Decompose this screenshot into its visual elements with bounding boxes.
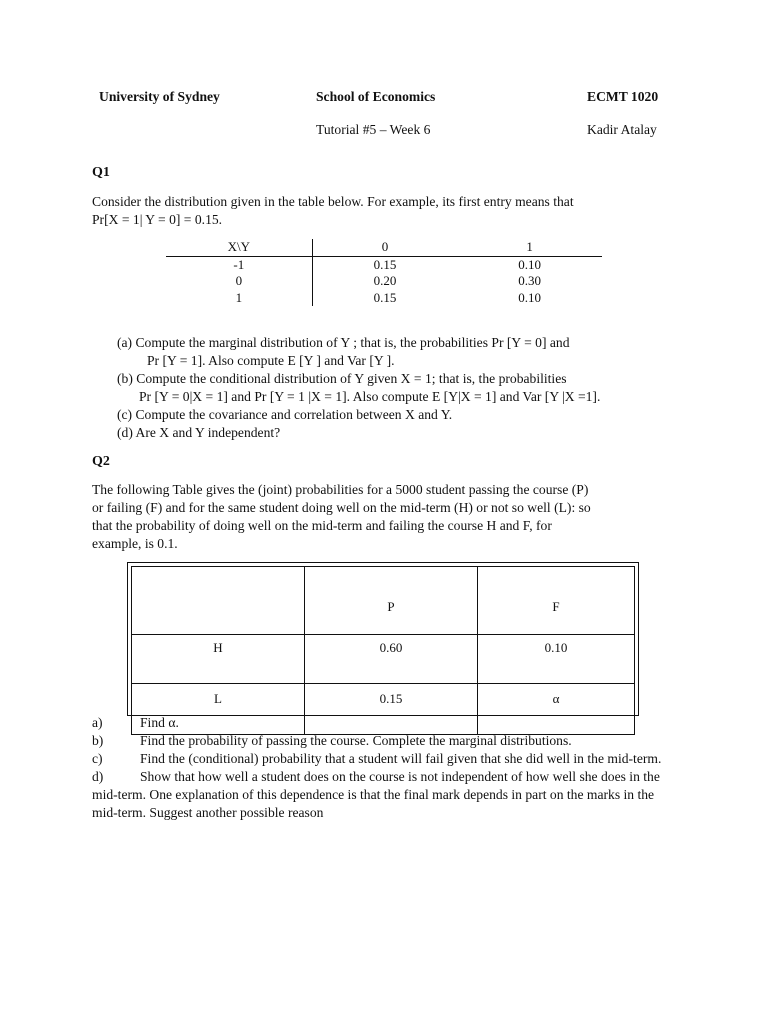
list-item — [92, 750, 682, 768]
q1-part-a-line2: Pr [Y = 1]. Also compute E [Y ] and Var [Y ]. — [147, 353, 395, 368]
q1-cell: 0.10 — [518, 256, 542, 272]
table-row — [166, 273, 602, 290]
q1-cell: 0.15 — [373, 289, 397, 305]
q1-cell: 0.15 — [373, 256, 397, 272]
q2-part-label: b) — [92, 733, 104, 748]
table-row — [132, 635, 635, 684]
q2-part-text: Show that how well a student does on the course is not independent of how well she does in the mid-term. One explanation of this dependence is that the final mark depends in part on the marks in the mid-term. Suggest another possible reason — [92, 769, 660, 820]
list-item — [92, 732, 682, 750]
q2-part-text: Find α. — [140, 715, 179, 730]
q1-table-header-row — [166, 239, 602, 256]
q2-para-line: or failing (F) and for the same student doing well on the mid-term (H) or not so well (L): so — [92, 500, 591, 515]
q1-cell: 0.10 — [518, 289, 542, 305]
q2-table-corner — [132, 567, 305, 635]
q2-cell: 0.60 — [305, 635, 478, 684]
q2-cell: α — [478, 684, 635, 735]
q2-table — [131, 566, 635, 735]
q1-part-b-line1: (b) Compute the conditional distribution of Y given X = 1; that is, the probabilities — [117, 371, 567, 386]
q1-part-d: (d) Are X and Y independent? — [117, 425, 281, 440]
q1-parts — [117, 334, 697, 442]
list-item — [92, 768, 682, 822]
q1-table — [166, 239, 602, 306]
tutor-name: Kadir Atalay — [587, 122, 657, 137]
q2-col-header: F — [478, 567, 635, 635]
q2-part-label: c) — [92, 751, 103, 766]
school-name: School of Economics — [316, 89, 436, 104]
q2-part-text: Find the probability of passing the course. Complete the marginal distributions. — [140, 733, 572, 748]
q2-cell: 0.10 — [478, 635, 635, 684]
q1-part-a-line1: (a) Compute the marginal distribution of Y ; that is, the probabilities Pr [Y = 0] and — [117, 335, 570, 350]
q1-heading: Q1 — [92, 165, 110, 180]
q2-part-label: a) — [92, 715, 103, 730]
q1-row-label: -1 — [166, 256, 312, 273]
course-code: ECMT 1020 — [587, 89, 659, 104]
q2-row-label: H — [132, 635, 305, 684]
university-name: University of Sydney — [99, 89, 220, 104]
list-item — [92, 714, 682, 732]
q1-col-header: 1 — [457, 239, 602, 256]
q2-parts — [92, 714, 682, 822]
q2-cell: 0.15 — [305, 684, 478, 735]
q2-table-header-row — [132, 567, 635, 635]
table-row — [166, 290, 602, 307]
q2-heading: Q2 — [92, 454, 110, 469]
tutorial-title: Tutorial #5 – Week 6 — [316, 122, 431, 137]
q1-row-label: 0 — [166, 273, 312, 290]
q2-para-line: that the probability of doing well on the mid-term and failing the course H and F, for — [92, 518, 552, 533]
q1-cell: 0.30 — [518, 273, 542, 288]
q2-col-header: P — [305, 567, 478, 635]
q1-part-b-line2: Pr [Y = 0|X = 1] and Pr [Y = 1 |X = 1]. Also compute E [Y|X = 1] and Var [Y |X =1]. — [139, 389, 601, 404]
q1-col-header: 0 — [312, 239, 457, 256]
q1-table-corner: X\Y — [166, 239, 312, 256]
q2-row-label: L — [132, 684, 305, 735]
q1-cell: 0.20 — [373, 273, 397, 288]
q2-table-frame — [127, 562, 639, 716]
q2-paragraph — [92, 481, 677, 553]
table-row — [166, 256, 602, 273]
q2-para-line: The following Table gives the (joint) probabilities for a 5000 student passing the course (P) — [92, 482, 589, 497]
q2-part-label: d) — [92, 769, 104, 784]
q2-para-line: example, is 0.1. — [92, 536, 178, 551]
q1-intro-line1: Consider the distribution given in the table below. For example, its first entry means that — [92, 194, 574, 209]
q1-row-label: 1 — [166, 290, 312, 307]
q1-intro-line2: Pr[X = 1| Y = 0] = 0.15. — [92, 212, 223, 227]
q1-part-c: (c) Compute the covariance and correlation between X and Y. — [117, 407, 453, 422]
q2-part-text: Find the (conditional) probability that a student will fail given that she did well in the mid-term. — [140, 751, 662, 766]
